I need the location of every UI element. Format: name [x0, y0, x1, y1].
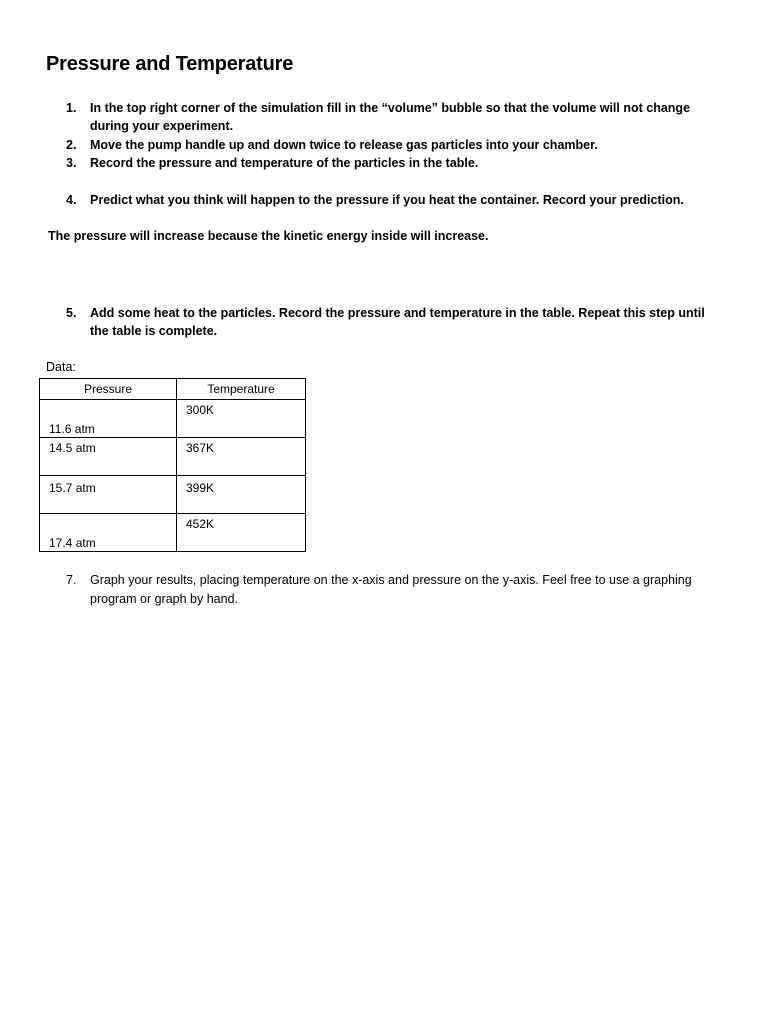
page-title: Pressure and Temperature — [46, 53, 294, 75]
pressure-cell — [40, 400, 177, 438]
data-table — [39, 378, 306, 552]
step-4 — [66, 191, 726, 209]
table-row — [40, 400, 306, 438]
pressure-cell — [40, 438, 177, 476]
step-number: 2. — [66, 138, 77, 152]
step-7 — [66, 571, 726, 609]
step-3 — [66, 154, 726, 172]
step-number: 1. — [66, 101, 77, 115]
pressure-value: 11.6 atm — [49, 422, 95, 436]
temperature-value: 452K — [186, 517, 215, 531]
pressure-value: 14.5 atm — [49, 441, 96, 455]
data-label: Data: — [46, 360, 76, 374]
temperature-cell — [177, 400, 306, 438]
temperature-cell — [177, 514, 306, 552]
temperature-cell — [177, 438, 306, 476]
step-text: In the top right corner of the simulation fill in the “volume” bubble so that the volume will not change during your experiment. — [90, 101, 691, 133]
temperature-value: 300K — [186, 403, 215, 417]
step-number: 4. — [66, 193, 77, 207]
step-1 — [66, 99, 726, 135]
prediction-answer: The pressure will increase because the kinetic energy inside will increase. — [48, 229, 489, 243]
step-number: 7. — [66, 573, 77, 587]
table-header-row — [40, 379, 306, 400]
pressure-value: 17.4 atm — [49, 536, 96, 550]
temperature-value: 399K — [186, 481, 215, 495]
step-5 — [66, 304, 726, 340]
step-number: 5. — [66, 306, 77, 320]
step-text: Predict what you think will happen to the pressure if you heat the container. Record your prediction. — [90, 193, 684, 207]
header-pressure: Pressure — [40, 379, 177, 400]
table-row — [40, 514, 306, 552]
pressure-cell — [40, 514, 177, 552]
pressure-value: 15.7 atm — [49, 481, 96, 495]
step-text: Move the pump handle up and down twice to release gas particles into your chamber. — [90, 138, 598, 152]
temperature-cell — [177, 476, 306, 514]
step-text: Graph your results, placing temperature on the x-axis and pressure on the y-axis. Feel free to use a graphing program or graph by hand. — [90, 573, 692, 606]
temperature-value: 367K — [186, 441, 215, 455]
table-row — [40, 438, 306, 476]
table-row — [40, 476, 306, 514]
step-text: Add some heat to the particles. Record the pressure and temperature in the table. Repeat this step until the table is complete. — [90, 306, 705, 338]
step-number: 3. — [66, 156, 77, 170]
pressure-cell — [40, 476, 177, 514]
header-temperature: Temperature — [177, 379, 306, 400]
step-text: Record the pressure and temperature of the particles in the table. — [90, 156, 479, 170]
step-2 — [66, 136, 726, 154]
